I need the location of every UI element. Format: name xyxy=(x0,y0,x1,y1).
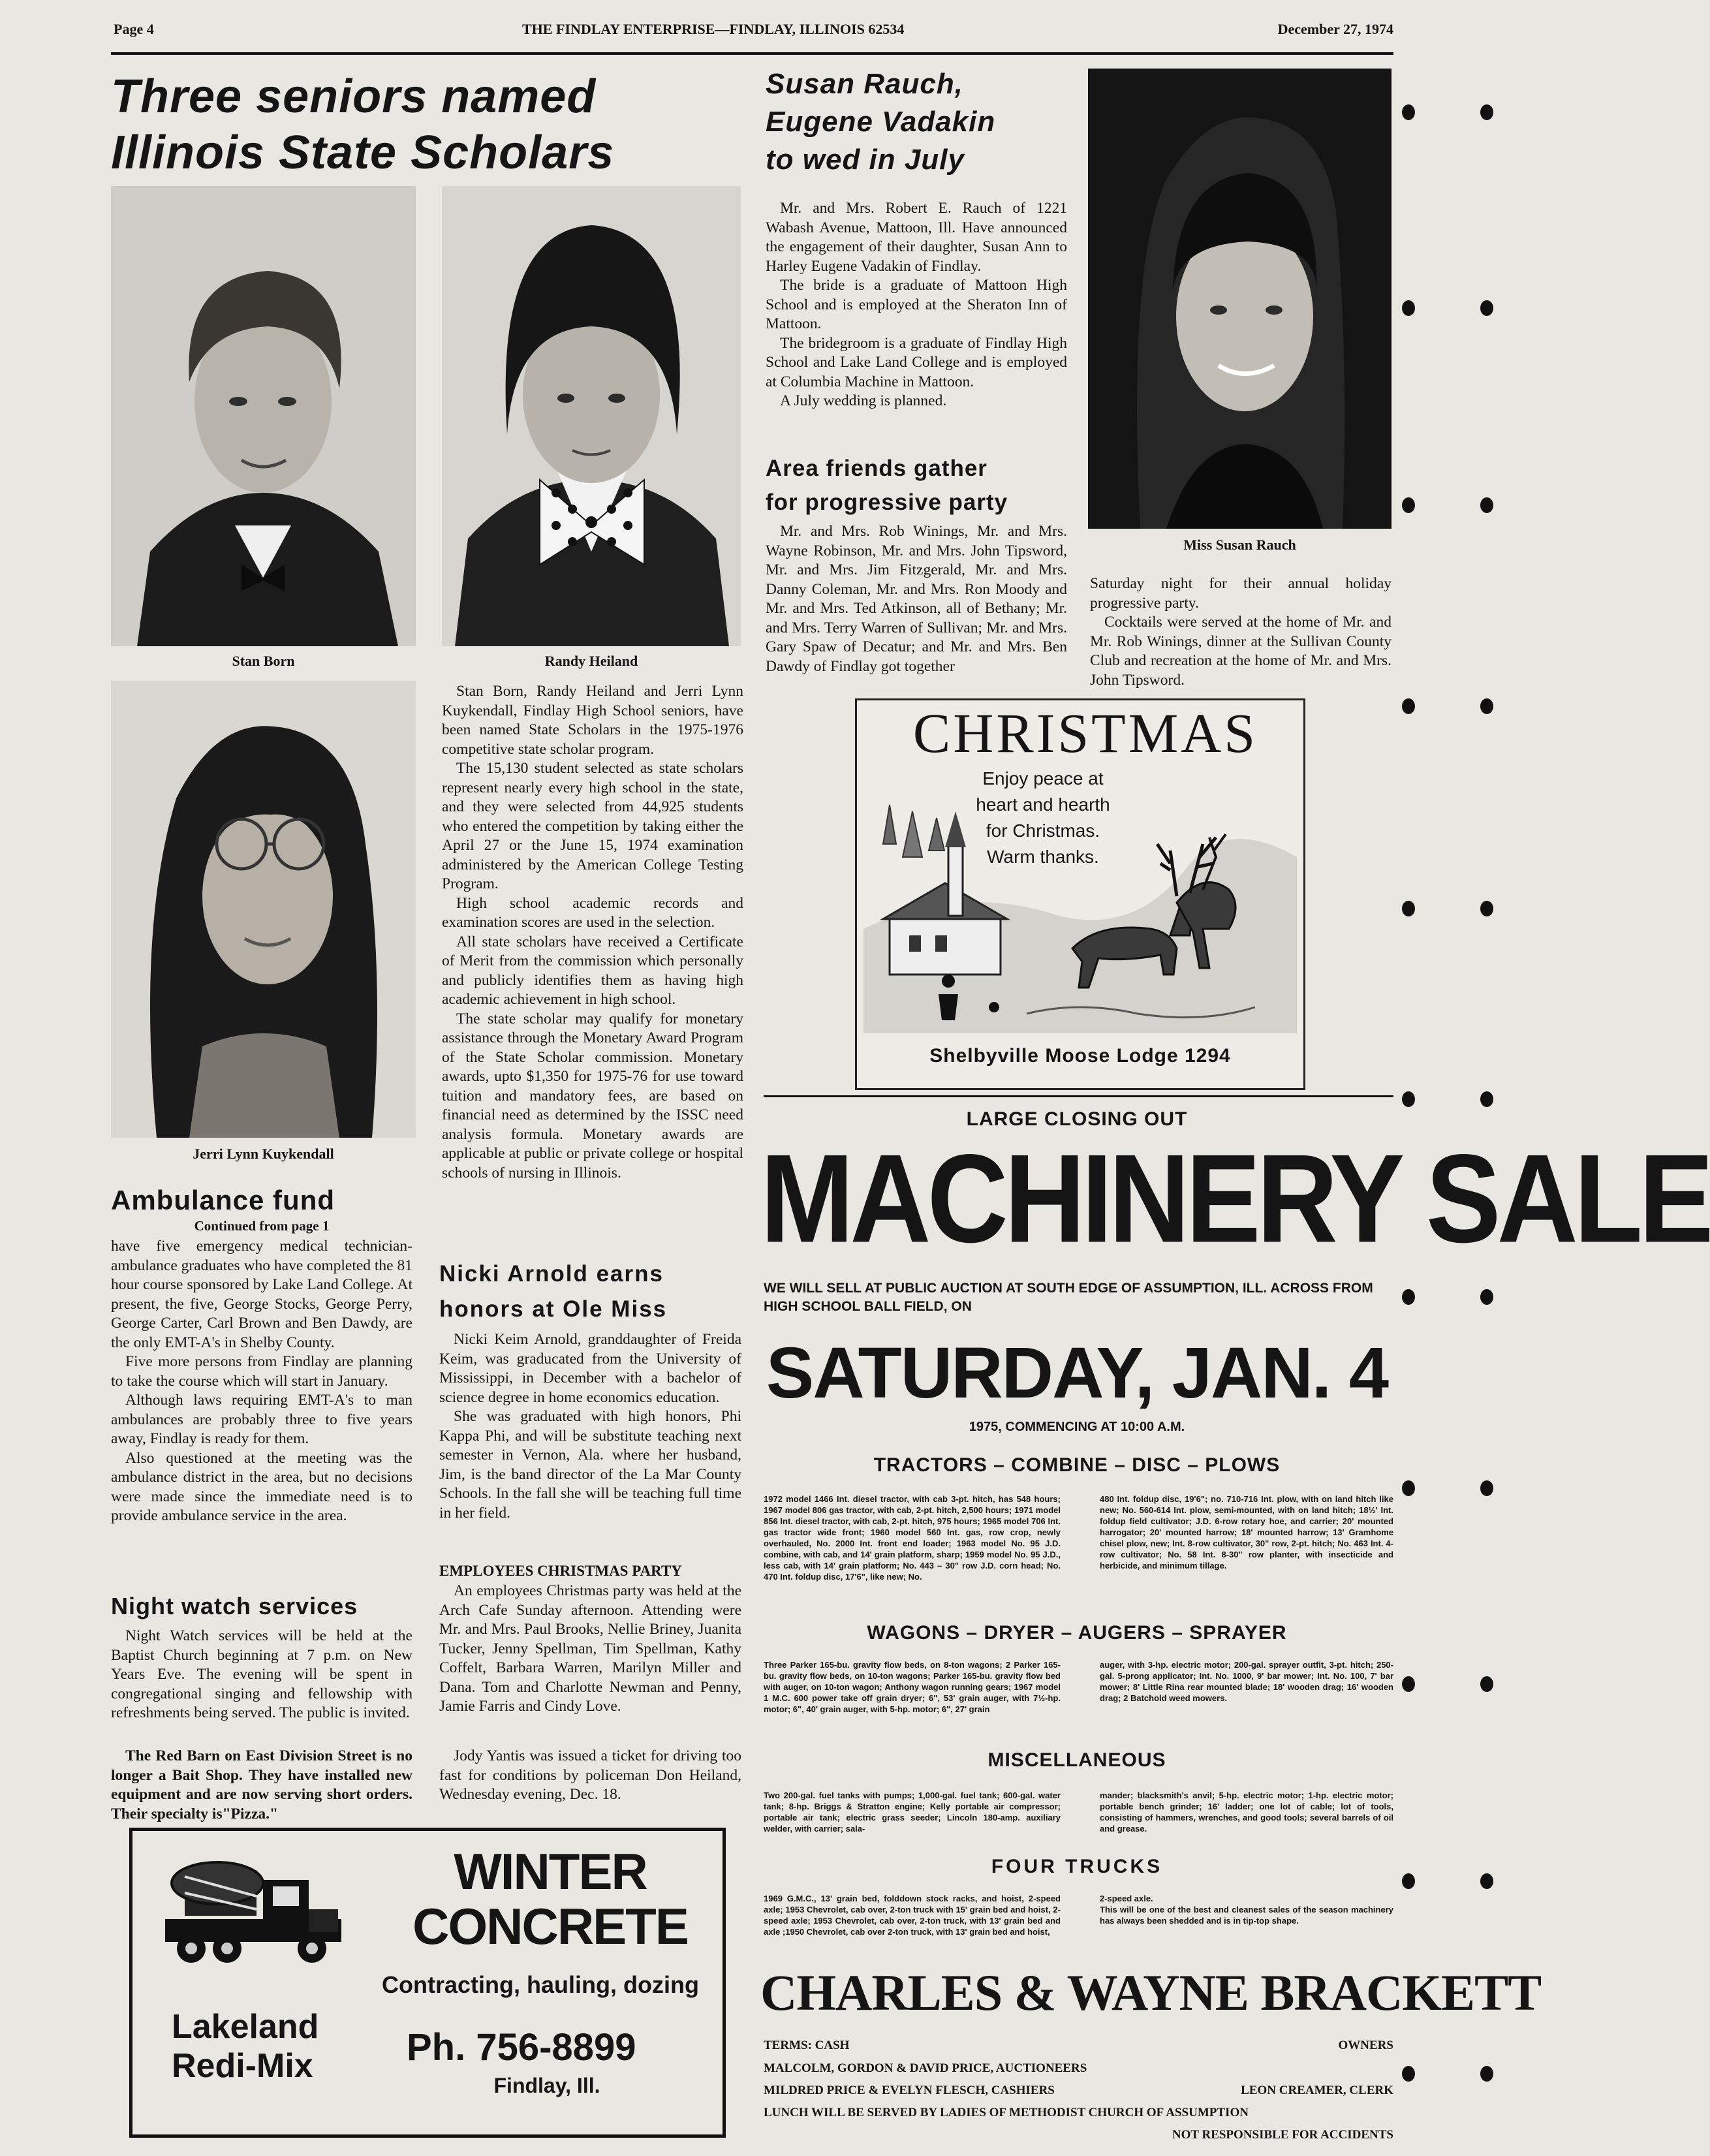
section-text-wagons-left: Three Parker 165-bu. gravity flow beds, on 8-ton wagons; 2 Parker 165-bu. gravity flow beds, on 10-ton wagons; Parker 165-bu. gravity flow bed with auger, on 10-ton wagon; Anthony wagon running gears; 1967 model 1 M.C. 600 power take off grain dryer; 6", 53' grain auger, with 7½-hp. motor; 6", 40' grain auger, with 5-hp. motor; 6", 27' grain xyxy=(764,1660,1061,1714)
wedding-paragraph: The bride is a graduate of Mattoon High School and is employed at the Sheraton Inn of Mattoon. xyxy=(766,277,1067,332)
night-watch-body xyxy=(111,1627,412,1723)
friends-paragraph: Mr. and Mrs. Rob Winings, Mr. and Mrs. Wayne Robinson, Mr. and Mrs. John Tipsword, Mr. and Mrs. Jim Fitzgerald, Mr. and Mrs. Danny Coleman, Mr. and Mrs. Ron Moody and Mr. and Mrs. Ted Atkinson, all of Bethany; Mr. and Mrs. Terry Warren of Sullivan; Mr. and Mrs. Gary Spaw of Decatur; and Mr. and Mrs. Ben Dawdy of Findlay got together xyxy=(766,523,1067,675)
nicki-headline-line-1: Nicki Arnold earns xyxy=(439,1261,664,1287)
scholars-headline-line-2: Illinois State Scholars xyxy=(111,127,615,179)
party-body xyxy=(439,1582,741,1717)
binder-hole xyxy=(1402,1480,1415,1496)
red-barn-paragraph: The Red Barn on East Division Street is no longer a Bait Shop. They have installed new equipment and are now serving short orders. Their specialty is"Pizza." xyxy=(111,1747,412,1822)
christmas-ad xyxy=(855,698,1305,1090)
friends-paragraph: Cocktails were served at the home of Mr. and Mr. Rob Winings, dinner at the Sullivan County Club and recreation at the home of Mr. and Mrs. John Tipsword. xyxy=(1090,614,1391,689)
page-number: Page 4 xyxy=(114,21,154,37)
wedding-headline-line-3: to wed in July xyxy=(766,144,965,176)
nicki-headline-line-2: honors at Ole Miss xyxy=(439,1296,668,1322)
section-heading-wagons: WAGONS – DRYER – AUGERS – SPRAYER xyxy=(867,1622,1287,1644)
section-text-tractors-right: 480 Int. foldup disc, 19'6"; no. 710-716 Int. plow, with on land hitch like new; No. 560-614 Int. plow, semi-mounted, with on land hitch; 18½' Int. foldup field cultivator; J.D. 6-row rotary hoe, and carrier; 20' mounted harrogator; 20' mounted harrow; 18' mounted harrow; 13' Gramhome chisel plow, new; Int. 8-row cultivator, 30" row, 2-pt. hitch; No. 463 Int. 4-row cultivator; No. 58 Int. 8-30" row planter, with insecticide and herbicide, and minimum tillage. xyxy=(1100,1494,1393,1570)
binder-hole xyxy=(1480,497,1493,513)
binder-hole xyxy=(1480,300,1493,316)
concrete-title-line-2: CONCRETE xyxy=(412,1898,688,1955)
masthead xyxy=(111,18,1393,55)
christmas-title: CHRISTMAS xyxy=(912,702,1258,764)
wedding-body xyxy=(766,199,1067,411)
christmas-message-line-1: Enjoy peace at xyxy=(982,768,1104,789)
binder-hole xyxy=(1480,1480,1493,1496)
machinery-title: MACHINERY SALE xyxy=(760,1128,1710,1269)
christmas-illustration xyxy=(863,766,1297,1033)
party-paragraph: An employees Christmas party was held at the Arch Cafe Sunday afternoon. Attending were Mr. and Mrs. Paul Brooks, Nellie Briney, Juanita Tucker, Jenny Spellman, Tim Spellman, Kathy Coffelt, Barbara Warren, Marilyn Miller and Dana. Tom and Charlotte Newman and Penny, Jamie Farris and Cindy Love. xyxy=(439,1582,741,1715)
night-watch-paragraph: Night Watch services will be held at the Baptist Church beginning at 7 p.m. on New Years Eve. The evening will be spent in congregational singing and fellowship with refreshments being served. The public is invited. xyxy=(111,1627,412,1721)
caption-jerri-lynn-kuykendall: Jerri Lynn Kuykendall xyxy=(193,1146,334,1162)
ambulance-paragraph: Also questioned at the meeting was the ambulance district in the area, but no decisions were made since the immediate need is to provide ambulance service in the area. xyxy=(111,1449,412,1524)
nicki-headline xyxy=(439,1257,667,1327)
scholars-paragraph: The 15,130 student selected as state scholars represent nearly every high school in the state, and they were selected from 44,925 students who entered the competition by taking either the April 27 or the June 15, 1974 examination administered by the American College Testing Program. xyxy=(442,760,743,892)
scholars-paragraph: High school academic records and examination scores are used in the selection. xyxy=(442,894,743,931)
binder-hole xyxy=(1402,300,1415,316)
binder-hole xyxy=(1402,1676,1415,1692)
machinery-intro: WE WILL SELL AT PUBLIC AUCTION AT SOUTH EDGE OF ASSUMPTION, ILL. ACROSS FROM HIGH SCHOOL BALL FIELD, ON xyxy=(764,1281,1373,1314)
binder-hole xyxy=(1480,2066,1493,2082)
wedding-headline-line-1: Susan Rauch, xyxy=(766,68,963,100)
friends-body xyxy=(766,522,1067,676)
section-text-trucks-left: 1969 G.M.C., 13' grain bed, folddown stock racks, and hoist, 2-speed axle; 1953 Chevrolet, cab over, 2-ton truck with 15' grain bed and hoist, 2-speed axle; 1953 Chevrolet, cab over, 2-ton truck, with 13' grain bed and axle ;1950 Chevrolet, cab over 2-ton truck, with 13' grain bed and hoist, xyxy=(764,1894,1061,1937)
concrete-phone: Ph. 756-8899 xyxy=(407,2026,636,2069)
masthead-rule xyxy=(111,52,1393,55)
machinery-date: SATURDAY, JAN. 4 xyxy=(766,1333,1388,1413)
nicki-body xyxy=(439,1330,741,1523)
machinery-time: 1975, COMMENCING AT 10:00 A.M. xyxy=(969,1420,1185,1434)
binder-hole xyxy=(1402,497,1415,513)
friends-paragraph: Saturday night for their annual holiday progressive party. xyxy=(1090,575,1391,612)
concrete-company xyxy=(172,2007,319,2086)
jody-paragraph: Jody Yantis was issued a ticket for driving too fast for conditions by policeman Don Heiland, Wednesday evening, Dec. 18. xyxy=(439,1747,741,1803)
scholars-headline-line-1: Three seniors named xyxy=(111,70,597,123)
christmas-sponsor: Shelbyville Moose Lodge 1294 xyxy=(929,1045,1231,1067)
red-barn-item xyxy=(111,1747,412,1824)
caption-randy-heiland: Randy Heiland xyxy=(544,653,638,669)
jody-item xyxy=(439,1747,741,1805)
clerk: LEON CREAMER, CLERK xyxy=(1241,2084,1393,2097)
machinery-ad xyxy=(760,1103,1710,2148)
auctioneers: MALCOLM, GORDON & DAVID PRICE, AUCTIONEERS xyxy=(764,2061,1087,2075)
section-heading-tractors: TRACTORS – COMBINE – DISC – PLOWS xyxy=(873,1454,1281,1476)
scholars-paragraph: All state scholars have received a Certificate of Merit from the commission which personally and publicly identifies them as having high academic achievement in high school. xyxy=(442,933,743,1008)
wedding-paragraph: The bridegroom is a graduate of Findlay High School and Lake Land College and is employed at Columbia Machine in Mattoon. xyxy=(766,334,1067,390)
friends-headline xyxy=(766,452,1008,520)
caption-stan-born: Stan Born xyxy=(232,653,295,669)
binder-hole xyxy=(1480,1676,1493,1692)
binder-hole xyxy=(1480,1091,1493,1107)
wedding-paragraph: A July wedding is planned. xyxy=(780,392,947,409)
night-watch-headline: Night watch services xyxy=(111,1593,358,1619)
ambulance-paragraph: Although laws requiring EMT-A's to man ambulances are probably three to five years away, Findlay is ready for them. xyxy=(111,1392,412,1447)
christmas-message-line-3: for Christmas. xyxy=(986,820,1100,841)
scholars-body xyxy=(442,682,743,1183)
binder-hole xyxy=(1402,1091,1415,1107)
section-text-trucks-right: 2-speed axle. This will be one of the best and cleanest sales of the season machinery has always been shedded and is in tip-top shape. xyxy=(1100,1894,1393,1926)
concrete-title xyxy=(394,1844,707,1954)
ambulance-body xyxy=(111,1237,412,1526)
binder-hole xyxy=(1480,901,1493,916)
binder-hole xyxy=(1480,1289,1493,1305)
binder-hole xyxy=(1402,104,1415,120)
ambulance-paragraph: Five more persons from Findlay are planning to take the course which will start in January. xyxy=(111,1353,412,1390)
disclaimer: NOT RESPONSIBLE FOR ACCIDENTS xyxy=(1172,2128,1393,2142)
concrete-company-line-1: Lakeland xyxy=(172,2008,319,2046)
binder-hole xyxy=(1402,901,1415,916)
lunch: LUNCH WILL BE SERVED BY LADIES OF METHODIST CHURCH OF ASSUMPTION xyxy=(764,2106,1249,2119)
wedding-headline-line-2: Eugene Vadakin xyxy=(766,106,996,138)
party-headline: EMPLOYEES CHRISTMAS PARTY xyxy=(439,1563,682,1579)
machinery-ad-rule xyxy=(764,1095,1393,1097)
ambulance-headline: Ambulance fund xyxy=(111,1185,335,1215)
friends-headline-line-1: Area friends gather xyxy=(766,456,987,481)
friends-body-continued xyxy=(1090,574,1391,690)
photo-jerri-lynn-kuykendall xyxy=(111,681,416,1138)
nicki-paragraph: Nicki Keim Arnold, granddaughter of Freida Keim, was graducated from the University of Mississippi, in December with a bachelor of science degree in home economics education. xyxy=(439,1331,741,1406)
scholars-paragraph: Stan Born, Randy Heiland and Jerri Lynn Kuykendall, Findlay High School seniors, have been named State Scholars in the 1975-1976 competitive state scholar program. xyxy=(442,683,743,758)
ambulance-continued: Continued from page 1 xyxy=(194,1218,330,1234)
section-heading-miscellaneous: MISCELLANEOUS xyxy=(987,1749,1166,1771)
section-text-tractors-left: 1972 model 1466 Int. diesel tractor, with cab 3-pt. hitch, has 548 hours; 1967 model 806 gas tractor, with cab, 2-pt. hitch, 2,500 hours; 1971 model 856 Int. diesel tractor, with cab, 2-pt. hitch, 975 hours; 1965 model 706 Int. gas tractor wide front; 1960 model 560 Int. gas, row crop, newly overhauled, No. 2000 Int. front end loader; 1963 model No. 95 J.D. combine, with cab, and 14' grain platform, sharp; 1959 model No. 95 J.D., less cab, with 14' grain platform; No. 443 – 30" row J.D. corn head; No. 470 Int. foldup disc, 17'6", like new; No. xyxy=(764,1494,1061,1582)
binder-hole xyxy=(1480,104,1493,120)
binder-hole xyxy=(1480,1873,1493,1889)
section-text-wagons-right: auger, with 3-hp. electric motor; 200-gal. sprayer outfit, 3-pt. hitch; 250-gal. 5-prong applicator; Int. No. 1000, 9' bar mower; Int. No. 100, 7' bar mower; 8' Little Rina rear mounted blade; 18' wooden drag; 16' wooden drag; 2 Batchold weed mowers. xyxy=(1100,1660,1393,1703)
binder-hole xyxy=(1402,698,1415,714)
ambulance-paragraph: have five emergency medical technician-ambulance graduates who have completed the 81 hour course sponsored by Lake Land College. At present, the five, George Stocks, George Perry, George Carter, Carl Brown and Ben Dawdy, are the only EMT-A's in Shelby County. xyxy=(111,1238,412,1351)
owners-label: OWNERS xyxy=(1338,2039,1393,2052)
section-text-miscellaneous-right: mander; blacksmith's anvil; 5-hp. electric motor; 1-hp. electric motor; portable bench grinder; 16' ladder; one lot of cable; lot of tools, consisting of hammers, wrenches, and good tools; several barrels of oil and grease. xyxy=(1100,1790,1393,1834)
machinery-kicker: LARGE CLOSING OUT xyxy=(966,1108,1188,1130)
binder-hole xyxy=(1480,698,1493,714)
caption-susan-rauch: Miss Susan Rauch xyxy=(1183,537,1296,553)
friends-headline-line-2: for progressive party xyxy=(766,490,1008,515)
concrete-title-line-1: WINTER xyxy=(454,1843,647,1900)
photo-stan-born xyxy=(111,186,416,646)
issue-date: December 27, 1974 xyxy=(1277,21,1393,37)
terms: TERMS: CASH xyxy=(764,2039,850,2052)
christmas-message-line-2: heart and hearth xyxy=(976,794,1110,815)
concrete-services: Contracting, hauling, dozing xyxy=(382,1971,699,1998)
wedding-paragraph: Mr. and Mrs. Robert E. Rauch of 1221 Wabash Avenue, Mattoon, Ill. Have announced the engagement of their daughter, Susan Ann to Harley Eugene Vadakin of Findlay. xyxy=(766,200,1067,275)
binder-hole xyxy=(1402,1873,1415,1889)
concrete-ad xyxy=(129,1828,726,2138)
scholars-paragraph: The state scholar may qualify for monetary assistance through the Monetary Award Program of the State Scholar commission. Monetary awards, upto $1,350 for 1975-76 for use toward tuition and mandatory fees, are based on financial need as determined by the ISSC need analysis formula. Monetary awards are applicable at public or private college or hospital schools of nursing in Illinois. xyxy=(442,1010,743,1181)
concrete-town: Findlay, Ill. xyxy=(493,2074,600,2097)
christmas-message-line-4: Warm thanks. xyxy=(987,847,1099,867)
photo-susan-rauch xyxy=(1088,69,1391,529)
scholars-headline xyxy=(111,69,614,181)
concrete-company-line-2: Redi-Mix xyxy=(172,2047,313,2085)
section-heading-trucks: FOUR TRUCKS xyxy=(991,1856,1163,1877)
owners-name: CHARLES & WAYNE BRACKETT xyxy=(760,1964,1542,2021)
photo-randy-heiland xyxy=(442,186,741,646)
binder-hole xyxy=(1402,1289,1415,1305)
binder-hole xyxy=(1402,2066,1415,2082)
truck-illustration xyxy=(159,1857,348,1975)
cashiers: MILDRED PRICE & EVELYN FLESCH, CASHIERS xyxy=(764,2084,1055,2097)
newspaper-name: THE FINDLAY ENTERPRISE—FINDLAY, ILLINOIS 62534 xyxy=(522,21,905,37)
section-text-miscellaneous-left: Two 200-gal. fuel tanks with pumps; 1,000-gal. fuel tank; 600-gal. water tank; 8-hp. Briggs & Stratton engine; Kelly portable air compressor; portable air tank; electric grass seeder; Lincoln 180-amp. auxiliary welder, with carrier; sala- xyxy=(764,1790,1061,1834)
wedding-headline xyxy=(766,65,995,179)
nicki-paragraph: She was graduated with high honors, Phi Kappa Phi, and will be substitute teaching next semester in Vernon, Ala. where her husband, Jim, is the band director of the La Mar County Schools. In the fall she will be teaching full time in her field. xyxy=(439,1408,741,1522)
